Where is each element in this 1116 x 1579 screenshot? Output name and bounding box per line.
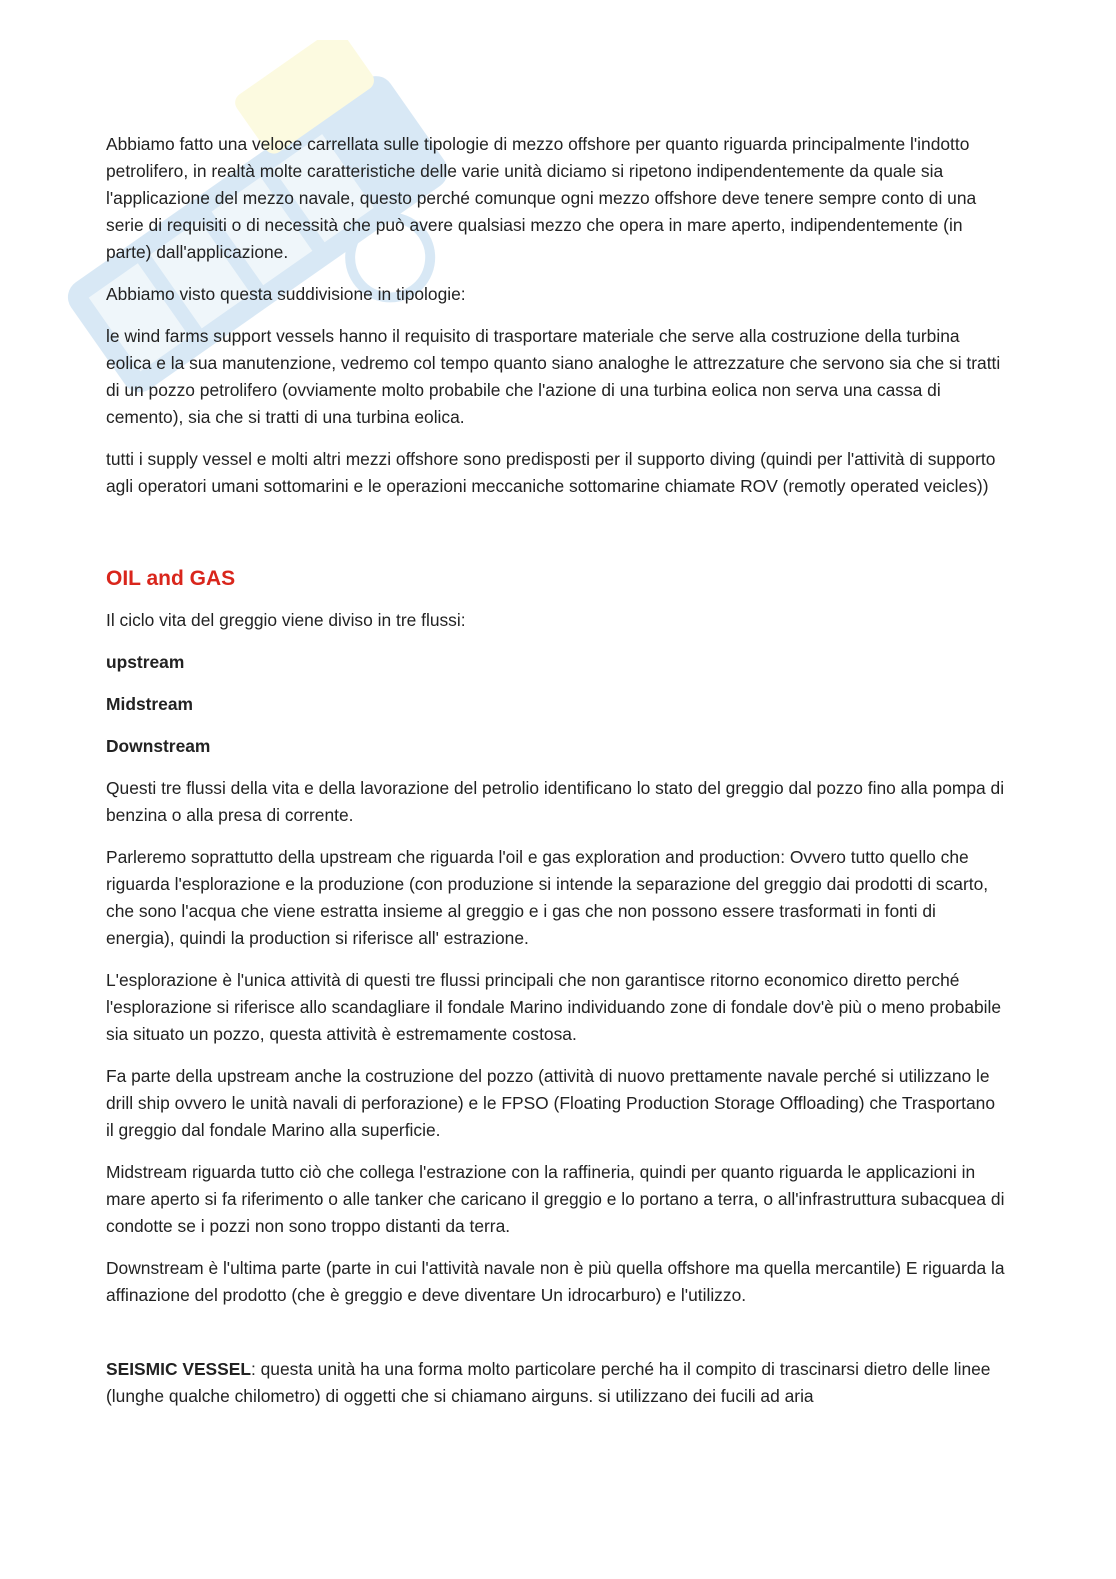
document-body bbox=[106, 131, 1006, 1425]
intro-paragraph-2: Abbiamo visto questa suddivisione in tipologie: bbox=[106, 284, 466, 304]
oil-gas-heading: OIL and GAS bbox=[106, 567, 236, 590]
oil-gas-paragraph-4: Fa parte della upstream anche la costruzione del pozzo (attività di nuovo prettamente navale perché si utilizzano le drill ship ovvero le unità navali di perforazione) e le FPSO (Floating Production Storage Offloading) che Trasportano il greggio dal fondale Marino alla superficie. bbox=[106, 1066, 996, 1140]
oil-gas-lead: Il ciclo vita del greggio viene diviso in tre flussi: bbox=[106, 610, 466, 630]
flow-midstream: Midstream bbox=[106, 694, 193, 714]
oil-gas-paragraph-2: Parleremo soprattutto della upstream che riguarda l'oil e gas exploration and production: Ovvero tutto quello che riguarda l'esplorazione e la produzione (con produzione si intende la separazione del greggio dai prodotti di scarto, che sono l'acqua che viene estratta insieme al greggio e i gas che non possono essere trasformati in fonti di energia), quindi la production si riferisce all' estrazione. bbox=[106, 847, 989, 948]
oil-gas-paragraph-5: Midstream riguarda tutto ciò che collega l'estrazione con la raffineria, quindi per quanto riguarda le applicazioni in mare aperto si fa riferimento o alle tanker che caricano il greggio e lo portano a terra, o all'infrastruttura subacquea di condotte se i pozzi non sono troppo distanti da terra. bbox=[106, 1162, 1005, 1236]
intro-paragraph-3: le wind farms support vessels hanno il requisito di trasportare materiale che serve alla costruzione della turbina eolica e la sua manutenzione, vedremo col tempo quanto siano analoghe le attrezzature che servono sia che si tratti di un pozzo petrolifero (ovviamente molto probabile che l'azione di una turbina eolica non serva una cassa di cemento), sia che si tratti di una turbina eolica. bbox=[106, 326, 1001, 427]
seismic-vessel-paragraph bbox=[106, 1356, 1006, 1410]
oil-gas-paragraph-3: L'esplorazione è l'unica attività di questi tre flussi principali che non garantisce ritorno economico diretto perché l'esplorazione si riferisce allo scandagliare il fondale Marino individuando zone di fondale dov'è più o meno probabile sia situato un pozzo, questa attività è estremamente costosa. bbox=[106, 970, 1002, 1044]
flow-downstream: Downstream bbox=[106, 736, 211, 756]
seismic-vessel-label: SEISMIC VESSEL bbox=[106, 1359, 251, 1379]
seismic-vessel-text: : questa unità ha una forma molto particolare perché ha il compito di trascinarsi dietro delle linee (lunghe qualche chilometro) di oggetti che si chiamano airguns. si utilizzano dei fucili ad aria bbox=[106, 1359, 991, 1406]
intro-paragraph-4: tutti i supply vessel e molti altri mezzi offshore sono predisposti per il supporto diving (quindi per l'attività di supporto agli operatori umani sottomarini e le operazioni meccaniche sottomarine chiamate ROV (remotly operated veicles)) bbox=[106, 449, 996, 496]
oil-gas-paragraph-1: Questi tre flussi della vita e della lavorazione del petrolio identificano lo stato del greggio dal pozzo fino alla pompa di benzina o alla presa di corrente. bbox=[106, 778, 1005, 825]
oil-gas-paragraph-6: Downstream è l'ultima parte (parte in cui l'attività navale non è più quella offshore ma quella mercantile) E riguarda la affinazione del prodotto (che è greggio e deve diventare Un idrocarburo) e l'utilizzo. bbox=[106, 1258, 1005, 1305]
intro-paragraph-1: Abbiamo fatto una veloce carrellata sulle tipologie di mezzo offshore per quanto riguarda principalmente l'indotto petrolifero, in realtà molte caratteristiche delle varie unità diciamo si ripetono indipendentemente da quale sia l'applicazione del mezzo navale, questo perché comunque ogni mezzo offshore deve tenere sempre conto di una serie di requisiti o di necessità che può avere qualsiasi mezzo che opera in mare aperto, indipendentemente (in parte) dall'applicazione. bbox=[106, 134, 977, 262]
flow-upstream: upstream bbox=[106, 652, 185, 672]
